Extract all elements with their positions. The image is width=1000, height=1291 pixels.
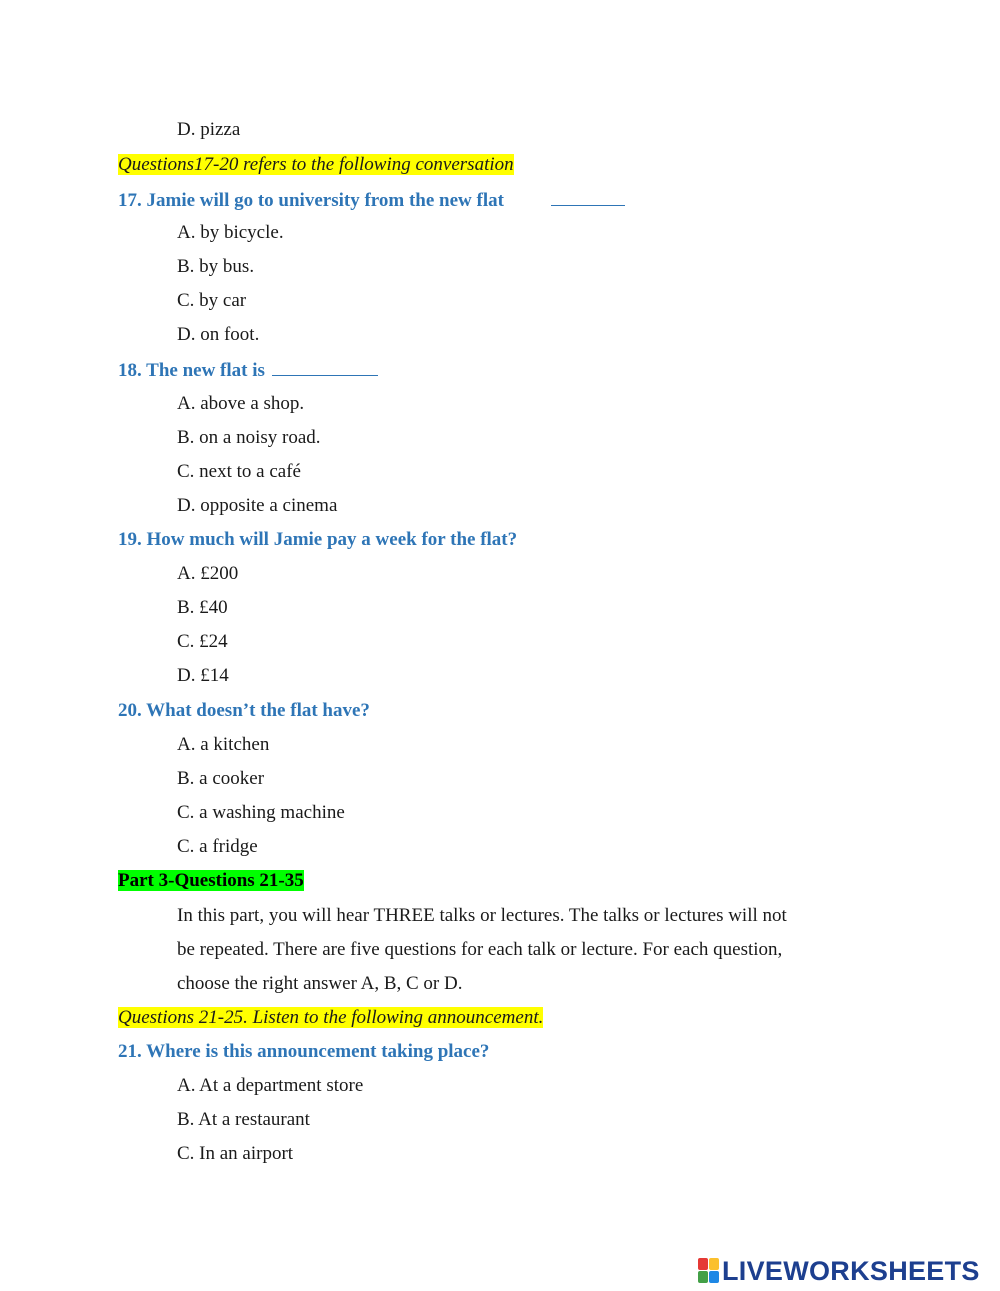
question-19: 19. How much will Jamie pay a week for the flat?: [118, 529, 518, 550]
section-heading-17-20: [118, 153, 514, 177]
option-18-b: B. on a noisy road.: [177, 427, 321, 448]
option-21-a: A. At a department store: [177, 1075, 364, 1096]
option-19-d: D. £14: [177, 665, 229, 686]
logo-square-1: [698, 1258, 708, 1270]
liveworksheets-logo: [698, 1256, 980, 1286]
option-17-a: A. by bicycle.: [177, 222, 284, 243]
highlighted-instruction: Questions17-20 refers to the following conversation: [118, 154, 514, 175]
part-3-paragraph-line-2: be repeated. There are five questions for each talk or lecture. For each question,: [177, 939, 783, 960]
question-20: 20. What doesn’t the flat have?: [118, 700, 370, 721]
question-18: [118, 357, 378, 383]
option-20-c: C. a washing machine: [177, 802, 345, 823]
section-heading-21-25: [118, 1006, 543, 1030]
option-20-a: A. a kitchen: [177, 734, 270, 755]
part-3-heading: [118, 869, 304, 893]
option-19-a: A. £200: [177, 563, 239, 584]
liveworksheets-logo-mark: [698, 1258, 720, 1284]
logo-square-2: [709, 1258, 719, 1270]
highlighted-instruction: Questions 21-25. Listen to the following announcement.: [118, 1007, 544, 1028]
option-18-d: D. opposite a cinema: [177, 495, 338, 516]
option-18-c: C. next to a café: [177, 461, 301, 482]
logo-square-3: [698, 1271, 708, 1283]
option-19-b: B. £40: [177, 597, 228, 618]
question-17: [118, 187, 625, 213]
answer-blank-17[interactable]: [551, 187, 625, 206]
option-18-a: A. above a shop.: [177, 393, 305, 414]
liveworksheets-logo-text: LIVEWORKSHEETS: [722, 1256, 980, 1286]
part-3-heading-text: Part 3-Questions 21-35: [118, 870, 304, 891]
option-20-d: C. a fridge: [177, 836, 258, 857]
option-21-c: C. In an airport: [177, 1143, 294, 1164]
question-18-text: 18. The new flat is: [118, 360, 265, 381]
logo-square-4: [709, 1271, 719, 1283]
option-20-b: B. a cooker: [177, 768, 265, 789]
question-17-text: 17. Jamie will go to university from the new flat: [118, 190, 504, 211]
option-16-d: D. pizza: [177, 119, 241, 140]
answer-blank-18[interactable]: [272, 357, 378, 376]
question-21: 21. Where is this announcement taking place?: [118, 1041, 490, 1062]
option-17-b: B. by bus.: [177, 256, 255, 277]
option-21-b: B. At a restaurant: [177, 1109, 310, 1130]
option-17-c: C. by car: [177, 290, 247, 311]
part-3-paragraph-line-3: choose the right answer A, B, C or D.: [177, 973, 463, 994]
part-3-paragraph-line-1: In this part, you will hear THREE talks or lectures. The talks or lectures will not: [177, 905, 787, 926]
option-17-d: D. on foot.: [177, 324, 260, 345]
option-19-c: C. £24: [177, 631, 228, 652]
